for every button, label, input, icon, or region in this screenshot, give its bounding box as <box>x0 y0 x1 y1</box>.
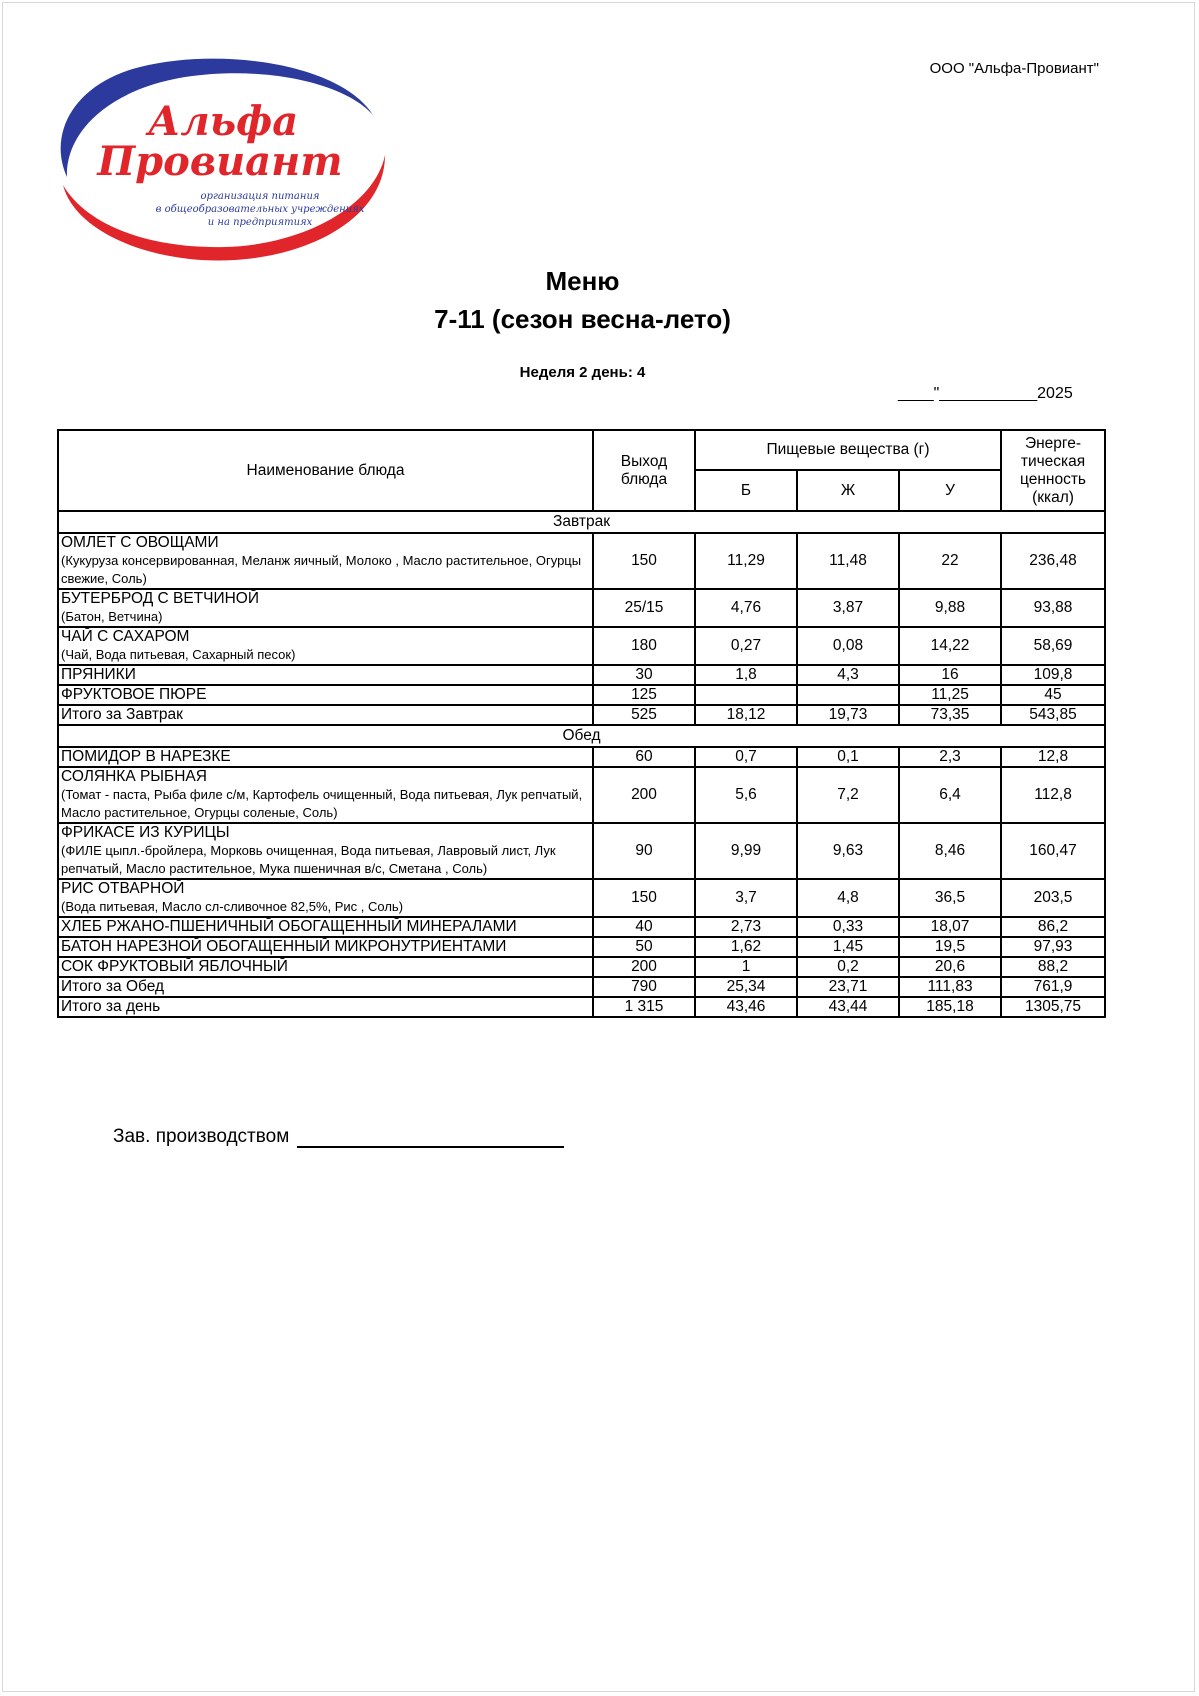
cell-dish <box>58 823 593 879</box>
cell-carbs: 20,6 <box>899 957 1001 977</box>
cell-dish <box>58 533 593 589</box>
table-row <box>58 957 1105 977</box>
cell-protein: 5,6 <box>695 767 797 823</box>
cell-protein: 3,7 <box>695 879 797 917</box>
cell-yield: 150 <box>593 533 695 589</box>
cell-kcal: 45 <box>1001 685 1105 705</box>
table-row <box>58 767 1105 823</box>
dish-name: ОМЛЕТ С ОВОЩАМИ <box>61 534 219 551</box>
cell-fat: 0,33 <box>797 917 899 937</box>
cell-kcal: 109,8 <box>1001 665 1105 685</box>
cell-dish <box>58 917 593 937</box>
total-cell-fat: 43,44 <box>797 997 899 1017</box>
cell-yield: 180 <box>593 627 695 665</box>
total-cell-protein: 18,12 <box>695 705 797 725</box>
alfa-proviant-logo <box>55 55 390 265</box>
total-label: Итого за день <box>58 997 593 1017</box>
dish-name: ХЛЕБ РЖАНО-ПШЕНИЧНЫЙ ОБОГАЩЕННЫЙ МИНЕРАЛАМИ <box>61 918 517 935</box>
cell-carbs: 6,4 <box>899 767 1001 823</box>
cell-fat: 0,1 <box>797 747 899 767</box>
section-row <box>58 511 1105 533</box>
date-line: ____"___________2025 <box>898 385 1073 402</box>
total-cell-carbs: 73,35 <box>899 705 1001 725</box>
table-row <box>58 665 1105 685</box>
cell-fat: 0,08 <box>797 627 899 665</box>
total-row <box>58 997 1105 1017</box>
cell-fat: 0,2 <box>797 957 899 977</box>
dish-ingredients: (Батон, Ветчина) <box>61 609 163 624</box>
total-cell-fat: 23,71 <box>797 977 899 997</box>
total-label: Итого за Завтрак <box>58 705 593 725</box>
cell-kcal: 58,69 <box>1001 627 1105 665</box>
page-title: Меню <box>545 266 620 296</box>
menu-table <box>57 429 1106 1018</box>
dish-ingredients: (ФИЛЕ цыпл.-бройлера, Морковь очищенная, Вода питьевая, Лавровый лист, Лук репчатый, Масло растительное, Мука пшеничная в/с, Сметана , Соль) <box>61 843 556 876</box>
dish-ingredients: (Кукуруза консервированная, Меланж яичный, Молоко , Масло растительное, Огурцы свежие, Соль) <box>61 553 582 586</box>
cell-yield: 50 <box>593 937 695 957</box>
cell-protein: 1,8 <box>695 665 797 685</box>
cell-carbs: 2,3 <box>899 747 1001 767</box>
total-cell-kcal: 1305,75 <box>1001 997 1105 1017</box>
cell-protein: 1 <box>695 957 797 977</box>
cell-carbs: 9,88 <box>899 589 1001 627</box>
cell-yield: 25/15 <box>593 589 695 627</box>
header-yield: Выход блюда <box>593 430 695 511</box>
dish-name: ЧАЙ С САХАРОМ <box>61 628 190 645</box>
logo-tagline-2: в общеобразовательных учреждениях <box>155 204 365 215</box>
header-nutrients: Пищевые вещества (г) <box>695 430 1001 470</box>
table-row <box>58 879 1105 917</box>
cell-kcal: 86,2 <box>1001 917 1105 937</box>
total-cell-kcal: 543,85 <box>1001 705 1105 725</box>
dish-ingredients: (Вода питьевая, Масло сл-сливочное 82,5%, Рис , Соль) <box>61 899 404 914</box>
section-label: Завтрак <box>58 511 1105 533</box>
cell-kcal: 236,48 <box>1001 533 1105 589</box>
table-row <box>58 533 1105 589</box>
cell-protein: 1,62 <box>695 937 797 957</box>
dish-name: ПРЯНИКИ <box>61 666 136 683</box>
cell-fat: 4,8 <box>797 879 899 917</box>
total-cell-protein: 43,46 <box>695 997 797 1017</box>
dish-name: СОК ФРУКТОВЫЙ ЯБЛОЧНЫЙ <box>61 958 288 975</box>
cell-fat: 3,87 <box>797 589 899 627</box>
cell-dish <box>58 589 593 627</box>
dish-ingredients: (Томат - паста, Рыба филе с/м, Картофель очищенный, Вода питьевая, Лук репчатый, Масло растительное, Огурцы соленые, Соль) <box>61 787 583 820</box>
table-row <box>58 937 1105 957</box>
logo-tagline-1: организация питания <box>200 191 320 202</box>
dish-name: ФРИКАСЕ ИЗ КУРИЦЫ <box>61 824 230 841</box>
cell-kcal: 88,2 <box>1001 957 1105 977</box>
section-row <box>58 725 1105 747</box>
table-row <box>58 685 1105 705</box>
total-cell-yield: 1 315 <box>593 997 695 1017</box>
total-row <box>58 977 1105 997</box>
cell-dish <box>58 937 593 957</box>
cell-dish <box>58 957 593 977</box>
dish-ingredients: (Чай, Вода питьевая, Сахарный песок) <box>61 647 296 662</box>
total-cell-carbs: 185,18 <box>899 997 1001 1017</box>
total-row <box>58 705 1105 725</box>
cell-protein: 11,29 <box>695 533 797 589</box>
total-cell-protein: 25,34 <box>695 977 797 997</box>
total-cell-yield: 790 <box>593 977 695 997</box>
cell-dish <box>58 665 593 685</box>
cell-yield: 200 <box>593 957 695 977</box>
page-subtitle: 7-11 (сезон весна-лето) <box>434 304 731 334</box>
header-protein: Б <box>695 470 797 511</box>
cell-yield: 150 <box>593 879 695 917</box>
cell-yield: 60 <box>593 747 695 767</box>
cell-protein <box>695 685 797 705</box>
cell-carbs: 16 <box>899 665 1001 685</box>
cell-yield: 40 <box>593 917 695 937</box>
total-label: Итого за Обед <box>58 977 593 997</box>
header-energy: Энерге-тическая ценность (ккал) <box>1001 430 1105 511</box>
cell-yield: 90 <box>593 823 695 879</box>
cell-carbs: 19,5 <box>899 937 1001 957</box>
dish-name: РИС ОТВАРНОЙ <box>61 880 185 897</box>
dish-name: БАТОН НАРЕЗНОЙ ОБОГАЩЕННЫЙ МИКРОНУТРИЕНТАМИ <box>61 938 507 955</box>
cell-dish <box>58 685 593 705</box>
cell-kcal: 112,8 <box>1001 767 1105 823</box>
cell-fat: 7,2 <box>797 767 899 823</box>
week-day-label: Неделя 2 день: 4 <box>519 364 646 381</box>
dish-name: ПОМИДОР В НАРЕЗКЕ <box>61 748 231 765</box>
logo-word-alfa: Альфа <box>147 98 299 145</box>
cell-carbs: 14,22 <box>899 627 1001 665</box>
table-row <box>58 627 1105 665</box>
cell-protein: 0,7 <box>695 747 797 767</box>
table-row <box>58 747 1105 767</box>
cell-kcal: 160,47 <box>1001 823 1105 879</box>
dish-name: СОЛЯНКА РЫБНАЯ <box>61 768 207 785</box>
cell-yield: 125 <box>593 685 695 705</box>
cell-protein: 2,73 <box>695 917 797 937</box>
cell-carbs: 36,5 <box>899 879 1001 917</box>
cell-kcal: 97,93 <box>1001 937 1105 957</box>
logo-word-proviant: Провиант <box>97 138 343 185</box>
cell-fat: 4,3 <box>797 665 899 685</box>
table-row <box>58 589 1105 627</box>
header-carbs: У <box>899 470 1001 511</box>
table-row <box>58 917 1105 937</box>
cell-carbs: 11,25 <box>899 685 1001 705</box>
dish-name: ФРУКТОВОЕ ПЮРЕ <box>61 686 207 703</box>
signature-label: Зав. производством <box>113 1126 290 1147</box>
logo-tagline-3: и на предприятиях <box>207 217 313 228</box>
total-cell-fat: 19,73 <box>797 705 899 725</box>
cell-protein: 4,76 <box>695 589 797 627</box>
cell-dish <box>58 767 593 823</box>
cell-yield: 30 <box>593 665 695 685</box>
cell-yield: 200 <box>593 767 695 823</box>
total-cell-carbs: 111,83 <box>899 977 1001 997</box>
dish-name: БУТЕРБРОД С ВЕТЧИНОЙ <box>61 590 260 607</box>
signature-block <box>113 1126 564 1148</box>
cell-kcal: 93,88 <box>1001 589 1105 627</box>
signature-line <box>297 1128 564 1148</box>
cell-fat: 9,63 <box>797 823 899 879</box>
cell-protein: 0,27 <box>695 627 797 665</box>
cell-kcal: 203,5 <box>1001 879 1105 917</box>
cell-fat: 1,45 <box>797 937 899 957</box>
total-cell-yield: 525 <box>593 705 695 725</box>
section-label: Обед <box>58 725 1105 747</box>
header-dish: Наименование блюда <box>58 430 593 511</box>
header-fat: Ж <box>797 470 899 511</box>
cell-carbs: 18,07 <box>899 917 1001 937</box>
cell-dish <box>58 747 593 767</box>
cell-carbs: 8,46 <box>899 823 1001 879</box>
table-row <box>58 823 1105 879</box>
cell-fat <box>797 685 899 705</box>
cell-kcal: 12,8 <box>1001 747 1105 767</box>
cell-dish <box>58 627 593 665</box>
cell-dish <box>58 879 593 917</box>
cell-carbs: 22 <box>899 533 1001 589</box>
cell-fat: 11,48 <box>797 533 899 589</box>
company-name: ООО "Альфа-Провиант" <box>929 60 1099 77</box>
total-cell-kcal: 761,9 <box>1001 977 1105 997</box>
cell-protein: 9,99 <box>695 823 797 879</box>
